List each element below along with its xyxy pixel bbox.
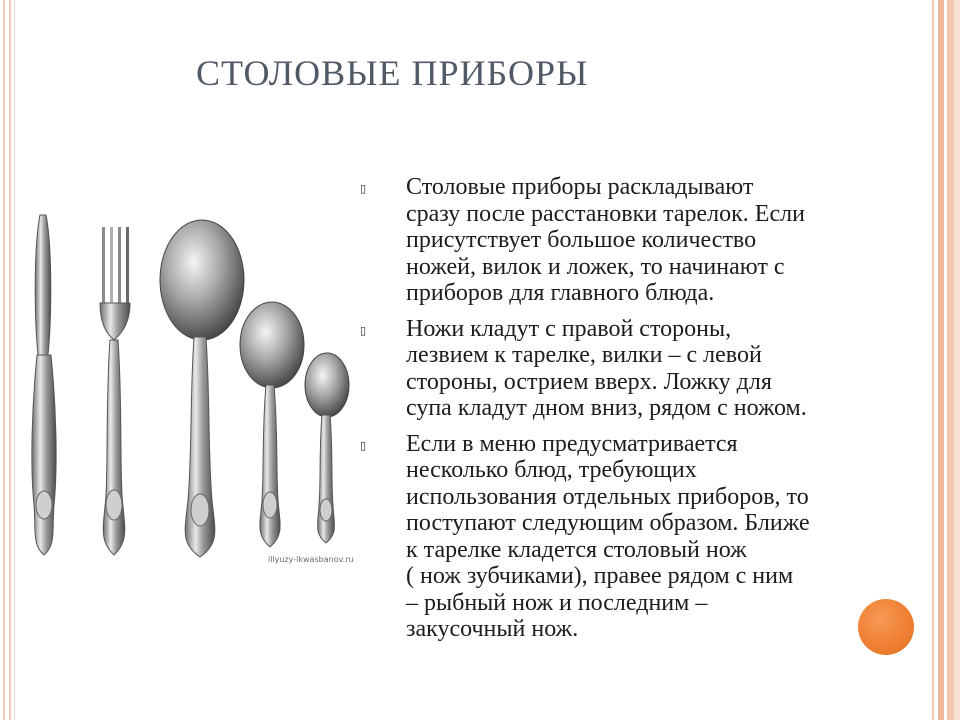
teaspoon-icon [305,353,349,543]
bullet-line: Ножи кладут с правой стороны, [406,315,732,342]
bullet-line: ножей, вилок и ложек, то начинают с [406,253,785,280]
bullet-line: несколько блюд, требующих [406,457,697,483]
knife-icon [32,215,56,555]
bullet-line: лезвием к тарелке, вилки – с левой [406,342,762,368]
bullet-item [354,316,924,422]
bullet-line: приборов для главного блюда. [406,280,715,306]
bullet-item [354,431,924,643]
bullet-line: присутствует большое количество [406,227,757,253]
small-square-bullet-icon: ▯ [360,323,367,337]
orange-circle-decoration [858,599,914,655]
bullet-line: супа кладут дном вниз, рядом с ножом. [406,395,807,421]
bullet-item [354,174,924,307]
left-decorative-border [0,0,22,720]
small-square-bullet-icon: ▯ [360,182,367,195]
fork-icon [100,227,130,555]
right-decorative-border [928,0,960,720]
bullet-line: поступают следующим образом. Ближе [406,510,810,536]
bullet-line: к тарелке кладется столовый нож [406,536,747,563]
bullet-line: Если в меню предусматривается [406,430,738,457]
bullet-line: ( нож зубчиками), правее рядом с ним [406,563,794,589]
bullet-line: сразу после расстановки тарелок. Если [406,200,805,227]
cutlery-image [22,205,362,575]
bullet-line: стороны, острием вверх. Ложку для [406,368,772,395]
small-square-bullet-icon: ▯ [360,438,367,452]
bullet-line: закусочный нож. [406,616,579,642]
bullet-line: использования отдельных приборов, то [406,483,809,510]
dessert-spoon-icon [240,302,304,547]
bullet-line: Столовые приборы раскладывают [406,174,754,200]
slide-title: СТОЛОВЫЕ ПРИБОРЫ [196,53,589,93]
bullet-line: – рыбный нож и последним – [406,589,708,616]
image-watermark: illyuzy-lkwasbanov.ru [268,555,354,564]
bullet-list [354,174,924,652]
tablespoon-icon [160,220,244,557]
